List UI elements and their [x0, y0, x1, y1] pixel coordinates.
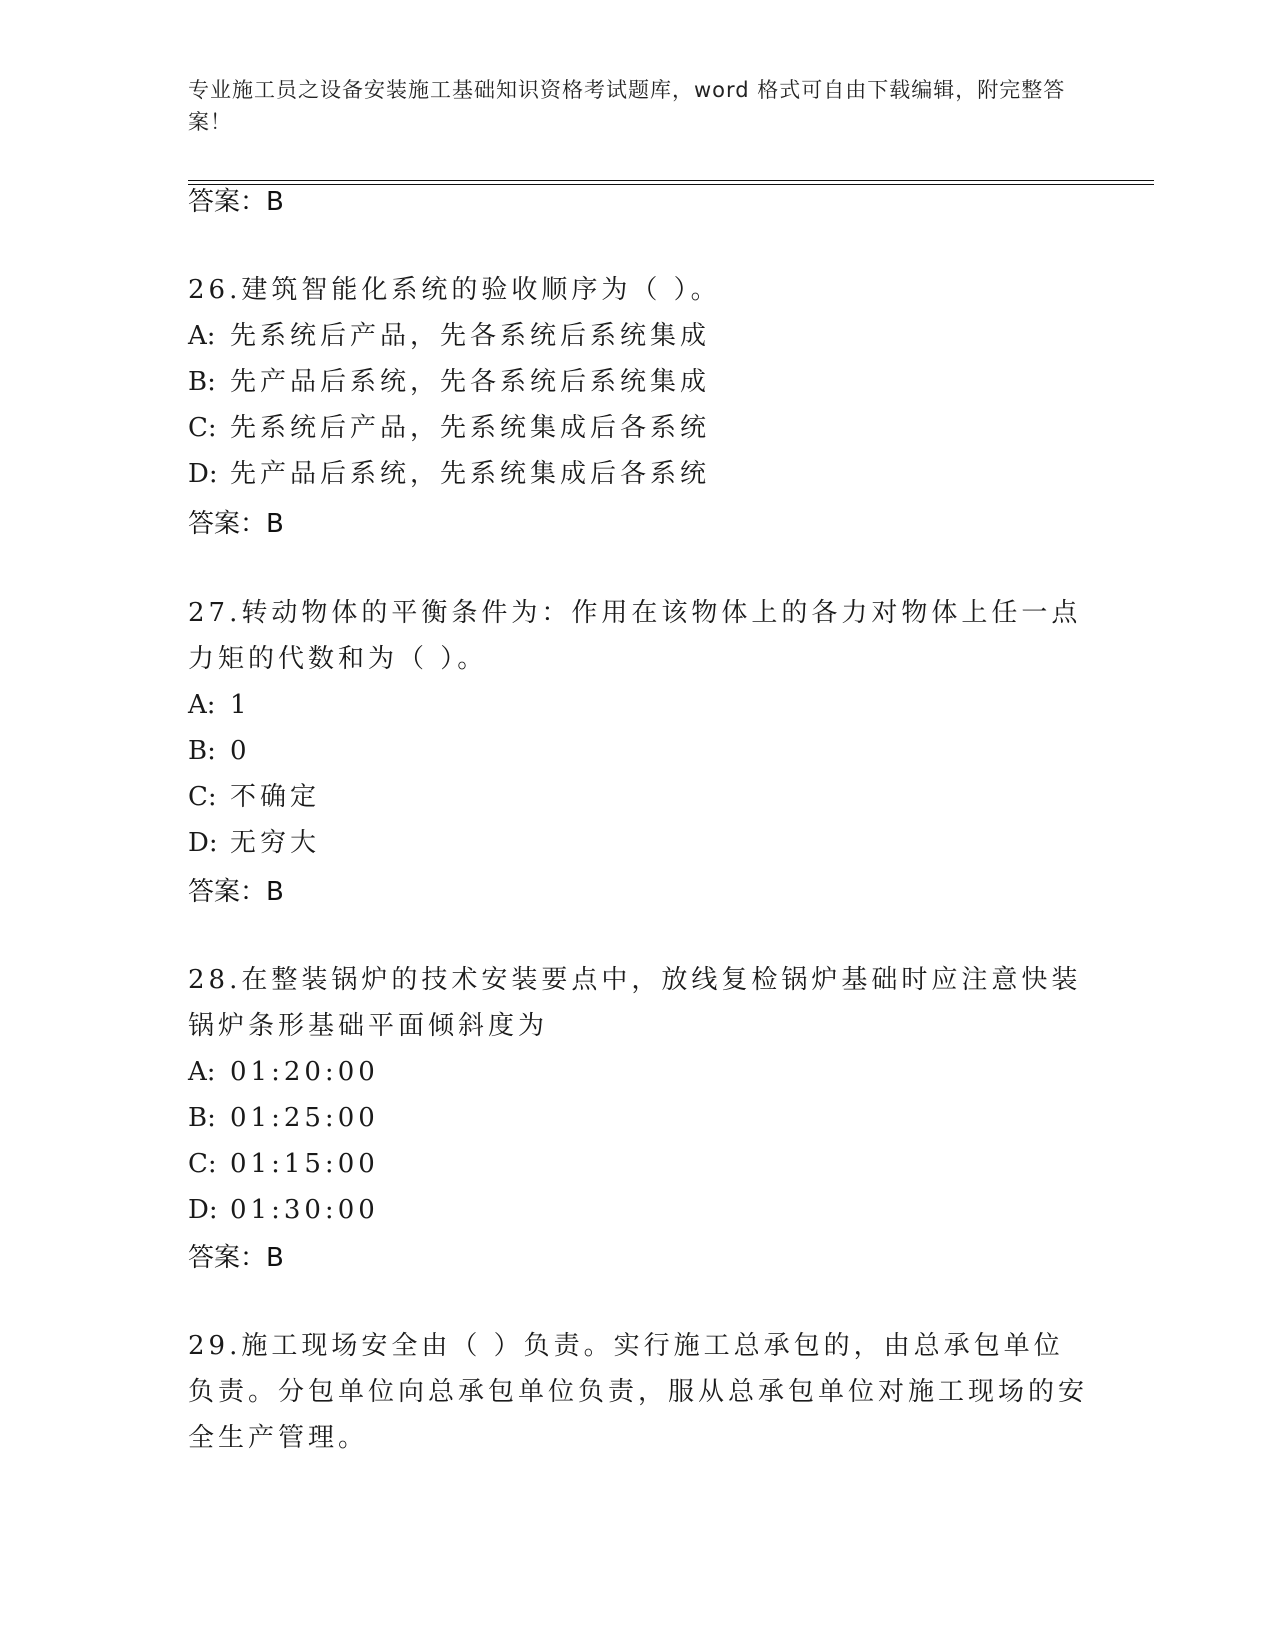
- answer-label: 答案：B: [188, 877, 284, 907]
- option-d: D: 无穷大: [188, 828, 321, 858]
- question-stem: 29.施工现场安全由（ ）负责。实行施工总承包的，由总承包单位负责。分包单位向总承包单位负责，服从总承包单位对施工现场的安全生产管理。: [188, 1331, 1089, 1453]
- option-d: D: 先产品后系统，先系统集成后各系统: [188, 459, 711, 489]
- question-26: [188, 267, 1088, 497]
- option-c: C: 不确定: [188, 782, 321, 812]
- option-c: C: 01:15:00: [188, 1149, 379, 1179]
- option-b: B: 先产品后系统，先各系统后系统集成: [188, 367, 711, 397]
- option-a: A: 先系统后产品，先各系统后系统集成: [188, 321, 711, 351]
- header-divider: [188, 180, 1154, 185]
- answer-label: 答案：B: [188, 509, 284, 539]
- question-27: [188, 590, 1088, 866]
- option-b: B: 0: [188, 736, 251, 766]
- option-list: [188, 1049, 1088, 1233]
- answer-label: 答案：B: [188, 187, 284, 217]
- page-header: 专业施工员之设备安装施工基础知识资格考试题库，word 格式可自由下载编辑，附完整答案！: [188, 78, 1066, 134]
- option-b: B: 01:25:00: [188, 1103, 379, 1133]
- option-d: D: 01:30:00: [188, 1195, 379, 1225]
- question-28: [188, 957, 1088, 1233]
- option-a: A: 01:20:00: [188, 1057, 379, 1087]
- option-list: [188, 682, 1088, 866]
- question-stem: 28.在整装锅炉的技术安装要点中，放线复检锅炉基础时应注意快装锅炉条形基础平面倾斜度为: [188, 965, 1082, 1041]
- question-stem: 26.建筑智能化系统的验收顺序为（ ）。: [188, 275, 721, 305]
- option-a: A: 1: [188, 690, 251, 720]
- option-c: C: 先系统后产品，先系统集成后各系统: [188, 413, 711, 443]
- answer-label: 答案：B: [188, 1243, 284, 1273]
- question-29: [188, 1323, 1088, 1461]
- question-stem: 27.转动物体的平衡条件为：作用在该物体上的各力对物体上任一点力矩的代数和为（ ）。: [188, 598, 1082, 674]
- option-list: [188, 313, 1088, 497]
